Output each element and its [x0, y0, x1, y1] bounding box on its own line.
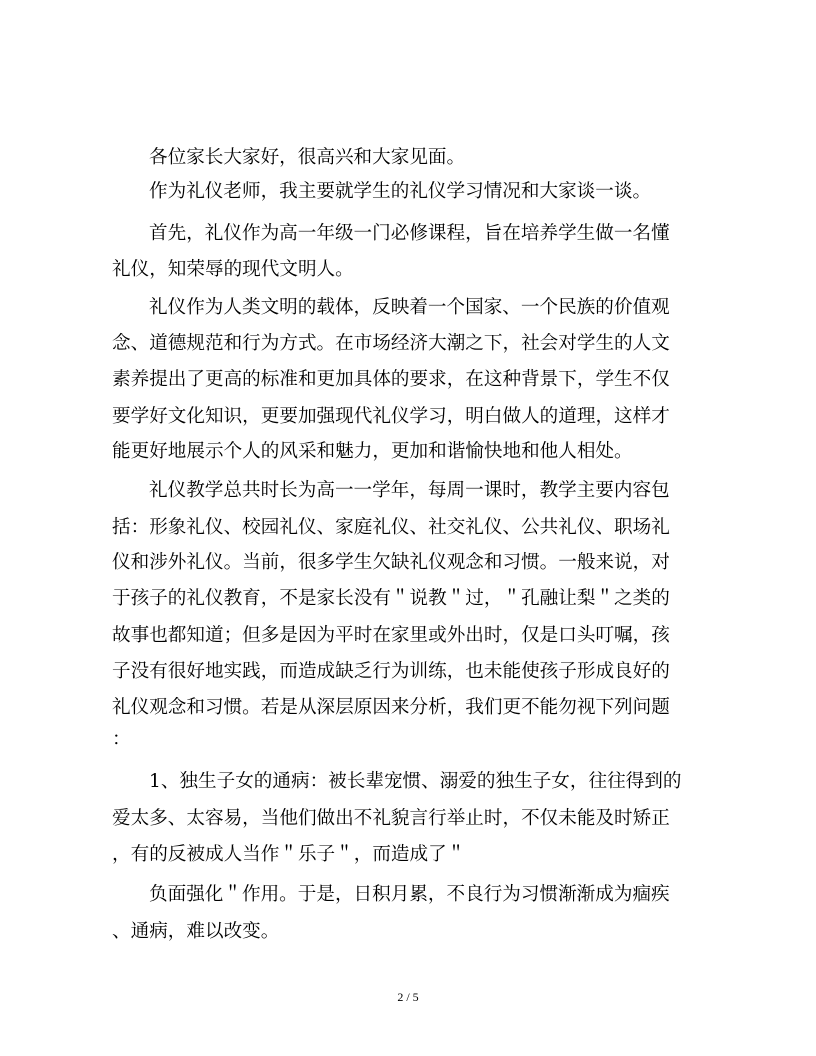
text-line: 素养提出了更高的标准和更加具体的要求，在这种背景下，学生不仅 [112, 369, 670, 390]
text-line: 作为礼仪老师，我主要就学生的礼仪学习情况和大家谈一谈。 [149, 181, 652, 202]
text-line: 礼仪观念和习惯。若是从深层原因来分析，我们更不能勿视下列问题 [112, 697, 670, 718]
text-line: 要学好文化知识，更要加强现代礼仪学习，明白做人的道理，这样才 [112, 406, 670, 427]
text-line: 礼仪教学总共时长为高一一学年，每周一课时，教学主要内容包 [149, 480, 670, 501]
text-line: 爱太多、太容易，当他们做出不礼貌言行举止时，不仅未能及时矫正 [112, 808, 670, 829]
text-line: 子没有很好地实践，而造成缺乏行为训练，也未能使孩子形成良好的 [112, 661, 670, 682]
text-line: 礼仪作为人类文明的载体，反映着一个国家、一个民族的价值观 [149, 297, 670, 318]
text-line: 念、道德规范和行为方式。在市场经济大潮之下，社会对学生的人文 [112, 333, 670, 354]
text-line: 各位家长大家好，很高兴和大家见面。 [149, 147, 466, 168]
text-line: ，有的反被成人当作＂乐子＂，而造成了＂ [112, 844, 466, 865]
text-line: 故事也都知道；但多是因为平时在家里或外出时，仅是口头叮嘱，孩 [112, 625, 670, 646]
text-line: 1、独生子女的通病：被长辈宠惯、溺爱的独生子女，往往得到的 [149, 771, 682, 792]
text-line: 首先，礼仪作为高一年级一门必修课程，旨在培养学生做一名懂 [149, 223, 670, 244]
text-line: 礼仪，知荣辱的现代文明人。 [112, 259, 354, 280]
text-line: ： [112, 729, 131, 750]
text-line: 括：形象礼仪、校园礼仪、家庭礼仪、社交礼仪、公共礼仪、职场礼 [112, 517, 670, 538]
text-line: 仪和涉外礼仪。当前，很多学生欠缺礼仪观念和习惯。一般来说，对 [112, 552, 670, 573]
text-line: 能更好地展示个人的风采和魅力，更加和谐愉快地和他人相处。 [112, 441, 633, 462]
page-number: 2 / 5 [397, 990, 419, 1004]
text-line: 负面强化＂作用。于是，日积月累，不良行为习惯渐渐成为痼疾 [149, 884, 670, 905]
text-line: 、通病，难以改变。 [112, 921, 280, 942]
text-line: 于孩子的礼仪教育，不是家长没有＂说教＂过，＂孔融让梨＂之类的 [112, 588, 670, 609]
